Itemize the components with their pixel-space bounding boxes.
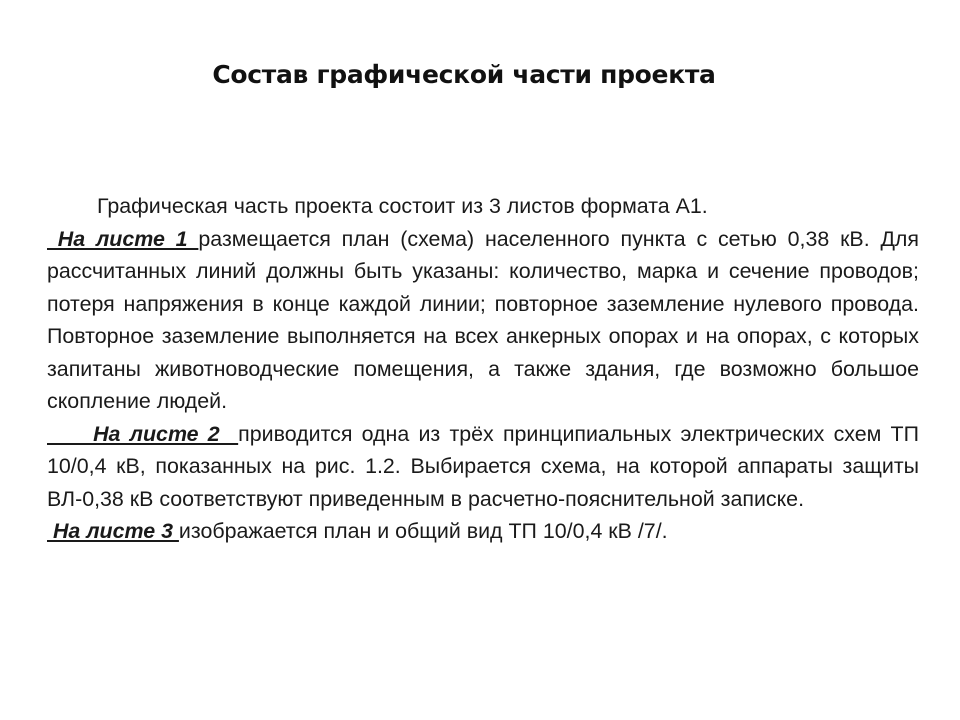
- sheet-2-paragraph: [47, 418, 919, 516]
- intro-paragraph: Графическая часть проекта состоит из 3 листов формата А1.: [97, 194, 708, 218]
- sheet-1-paragraph: [47, 223, 919, 418]
- sheet-3-paragraph: [47, 515, 919, 548]
- sheet-1-text: размещается план (схема) населенного пункта с сетью 0,38 кВ. Для рассчитанных линий должны быть указаны: количество, марка и сечение проводов; потеря напряжения в конце каждой линии; повторное заземление нулевого провода. Повторное заземление выполняется на всех анкерных опорах и на опорах, с которых запитаны животноводческие помещения, а также здания, где возможно большое скопление людей.: [47, 226, 920, 413]
- sheet-1-lead: На листе 1: [47, 226, 199, 251]
- slide-body: [47, 190, 919, 548]
- sheet-3-lead: На листе 3: [47, 519, 179, 543]
- slide-title: Состав графической части проекта: [212, 60, 716, 89]
- sheet-2-lead: На листе 2: [47, 421, 239, 446]
- sheet-3-text: изображается план и общий вид ТП 10/0,4 кВ /7/.: [178, 519, 668, 543]
- sheet-2-text: приводится одна из трёх принципиальных электрических схем ТП 10/0,4 кВ, показанных на рис. 1.2. Выбирается схема, на которой аппараты защиты ВЛ-0,38 кВ соответствуют приведенным в расчетно-пояснительной записке.: [47, 421, 919, 511]
